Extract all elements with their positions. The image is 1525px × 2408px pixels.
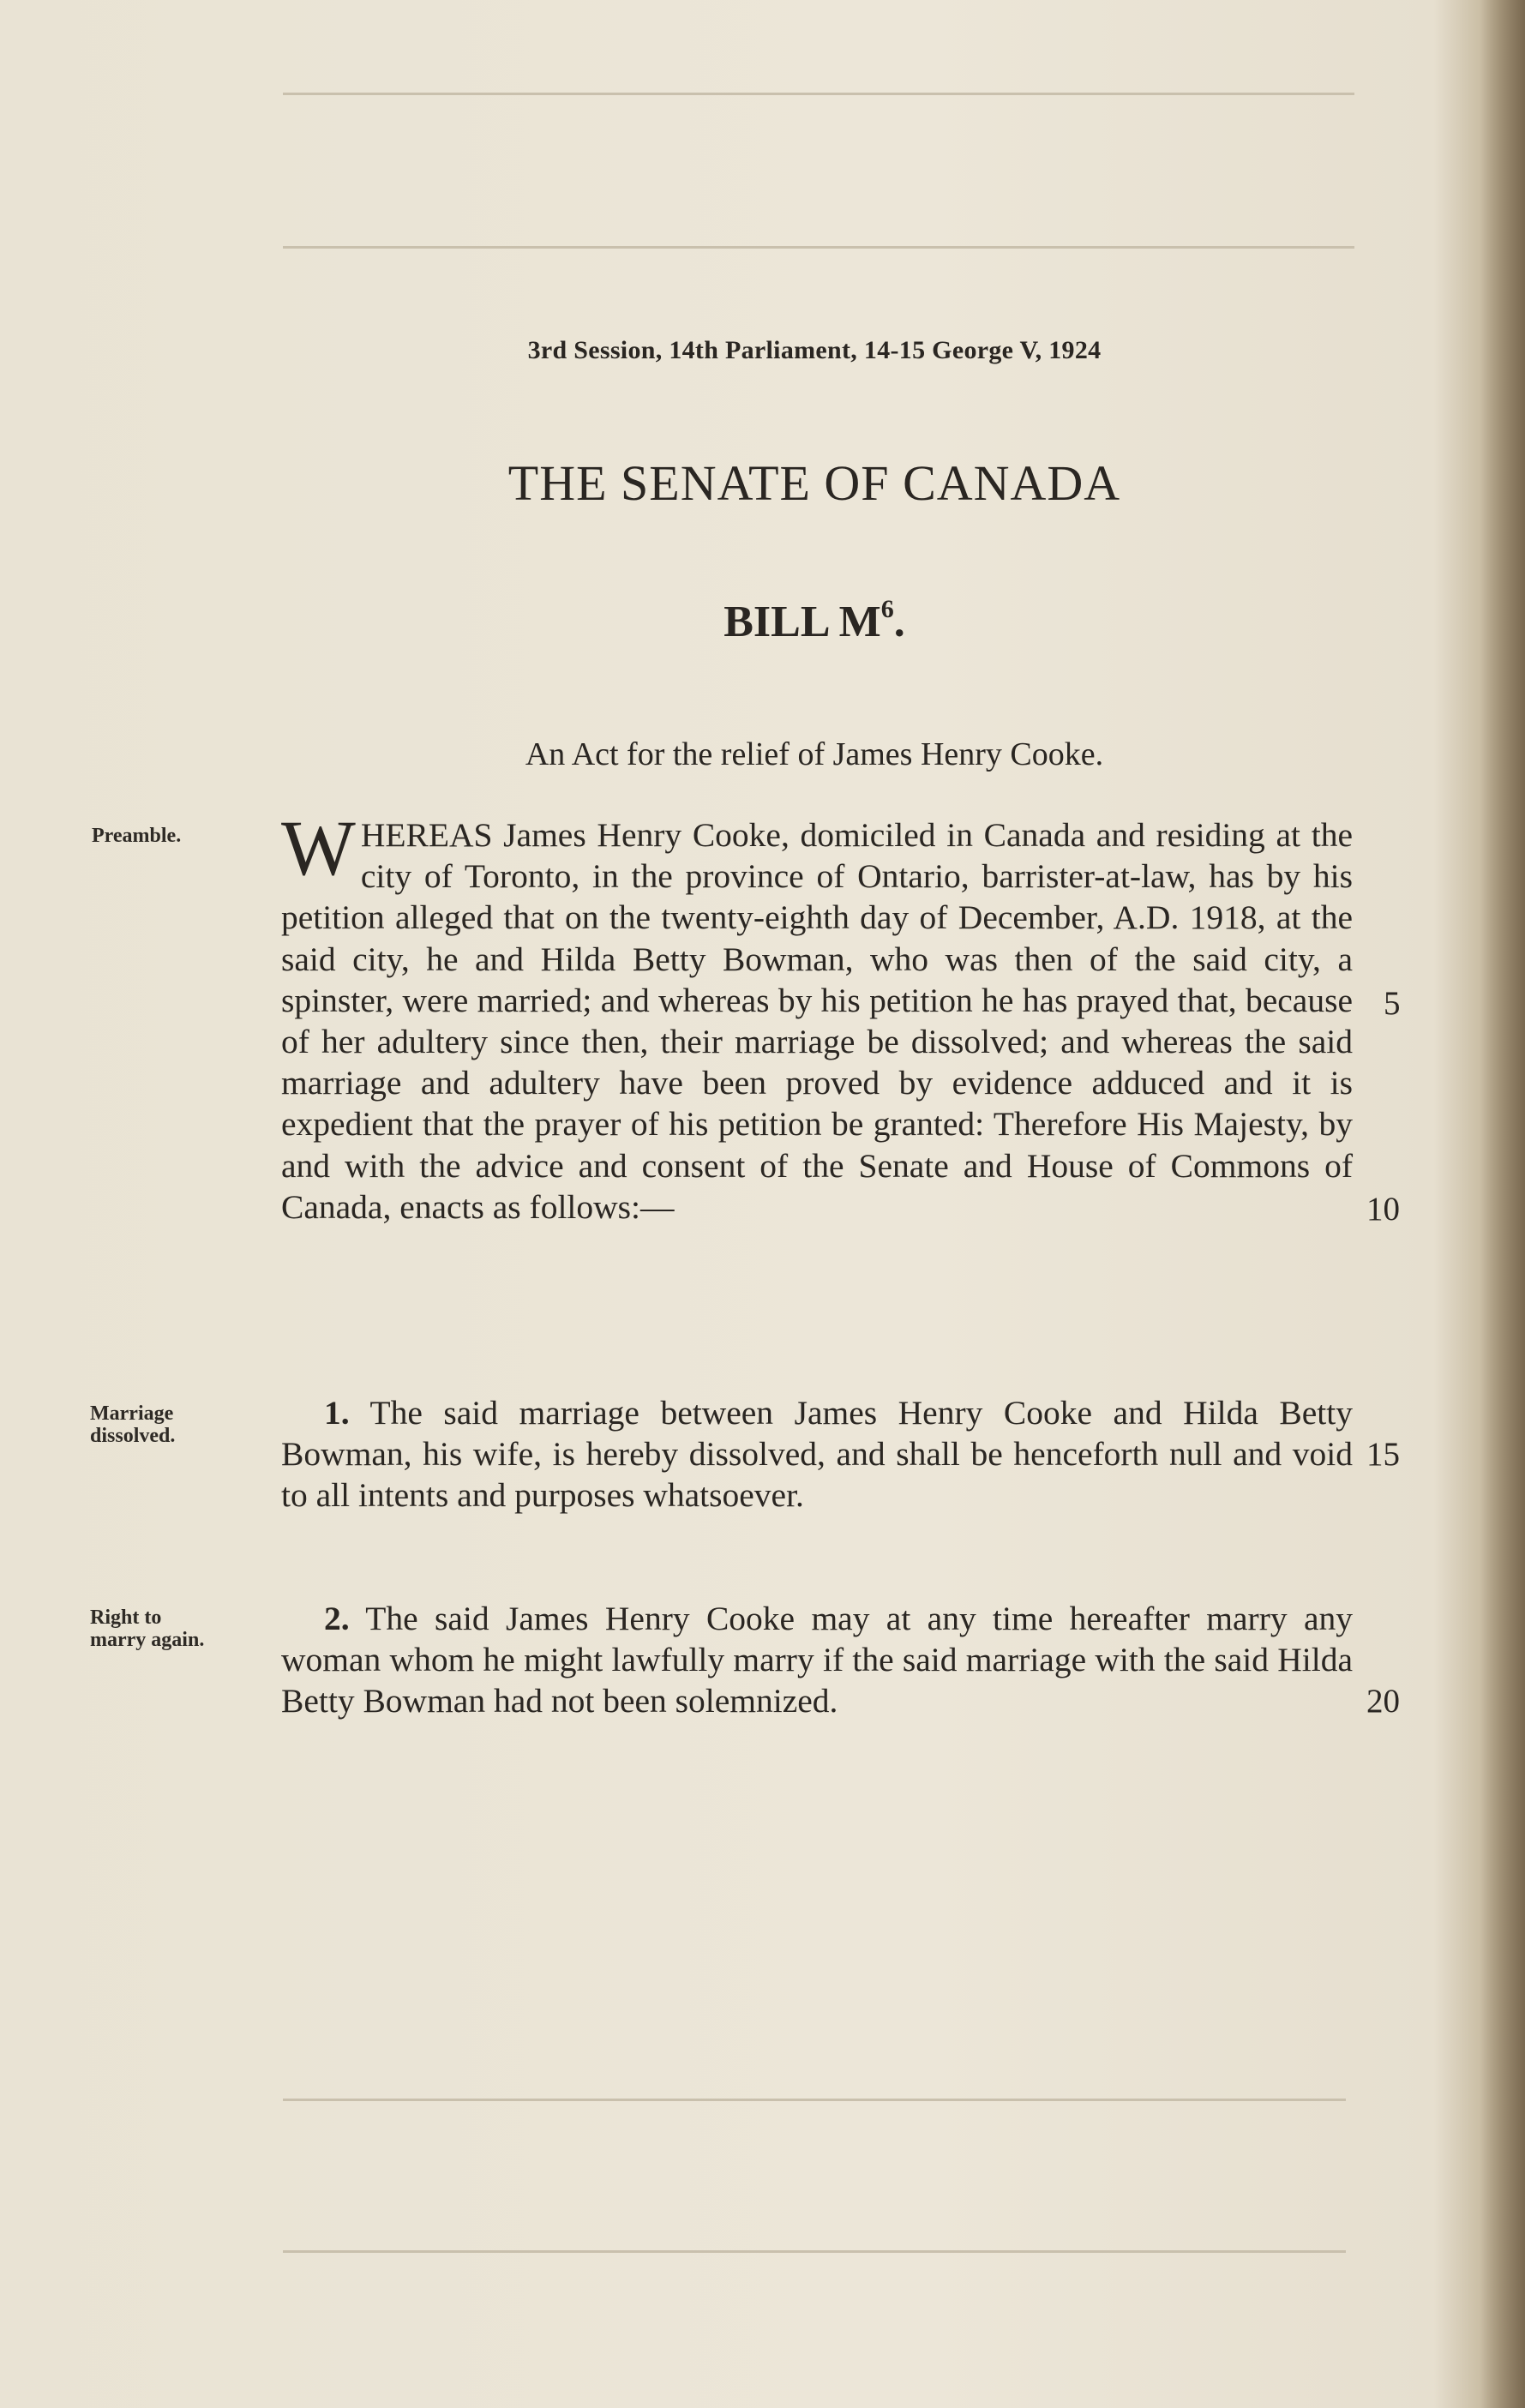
- act-title: An Act for the relief of James Henry Cooke.: [525, 736, 1104, 772]
- bottom-rule-2: [283, 2250, 1346, 2253]
- margin-note-section-2: [90, 1606, 204, 1651]
- bill-superscript: 6: [880, 595, 894, 623]
- bill-period: .: [893, 597, 905, 646]
- margin-note-preamble: Preamble.: [92, 825, 182, 847]
- margin-note-section-1-line1: Marriage: [90, 1402, 174, 1425]
- section-2-body: The said James Henry Cooke may at any time hereafter marry any woman whom he might lawfully marry if the said marriage with the said Hilda Betty Bowman had not been solemnized.: [281, 1600, 1353, 1720]
- line-number-10: 10: [1366, 1191, 1400, 1228]
- margin-note-section-1-line2: dissolved.: [90, 1425, 176, 1447]
- preamble-body: HEREAS James Henry Cooke, domiciled in Canada and residing at the city of Toronto, in the province of Ontario, barrister-at-law, has by his petition alleged that on the twenty-eighth day of December, A.D. 1918, at the said city, he and Hilda Betty Bowman, who was then of the said city, a spinster, were married; and whereas by his petition he has prayed that, because of her adultery since then, their marriage be dissolved; and whereas the said marriage and adultery have been proved by evidence adduced and it is expedient that the prayer of his petition be granted: Therefore His Majesty, by and with the advice and consent of the Senate and House of Commons of Canada, enacts as follows:—: [281, 816, 1353, 1226]
- section-2-text: [281, 1598, 1353, 1722]
- session-line: 3rd Session, 14th Parliament, 14-15 George V, 1924: [527, 336, 1102, 364]
- preamble-text: [281, 804, 1353, 1228]
- top-rule: [283, 93, 1354, 95]
- section-1-body: The said marriage between James Henry Cooke and Hilda Betty Bowman, his wife, is hereby dissolved, and shall be henceforth null and void to all intents and purposes whatsoever.: [281, 1394, 1353, 1515]
- bill-title: [0, 595, 1525, 647]
- margin-note-section-1: [90, 1402, 175, 1447]
- line-number-5: 5: [1384, 985, 1401, 1022]
- line-number-15: 15: [1366, 1436, 1400, 1473]
- bottom-rule-1: [283, 2099, 1346, 2101]
- section-2-number: 2.: [324, 1600, 350, 1637]
- dropcap: W: [281, 804, 356, 892]
- bill-label: BILL M: [723, 597, 881, 646]
- margin-note-section-2-line2: marry again.: [90, 1629, 205, 1651]
- section-1-number: 1.: [324, 1394, 350, 1432]
- line-number-20: 20: [1366, 1683, 1400, 1720]
- chamber-title: THE SENATE OF CANADA: [507, 455, 1121, 511]
- section-1-text: [281, 1392, 1353, 1516]
- upper-rule: [283, 246, 1354, 249]
- margin-note-section-2-line1: Right to: [90, 1606, 162, 1629]
